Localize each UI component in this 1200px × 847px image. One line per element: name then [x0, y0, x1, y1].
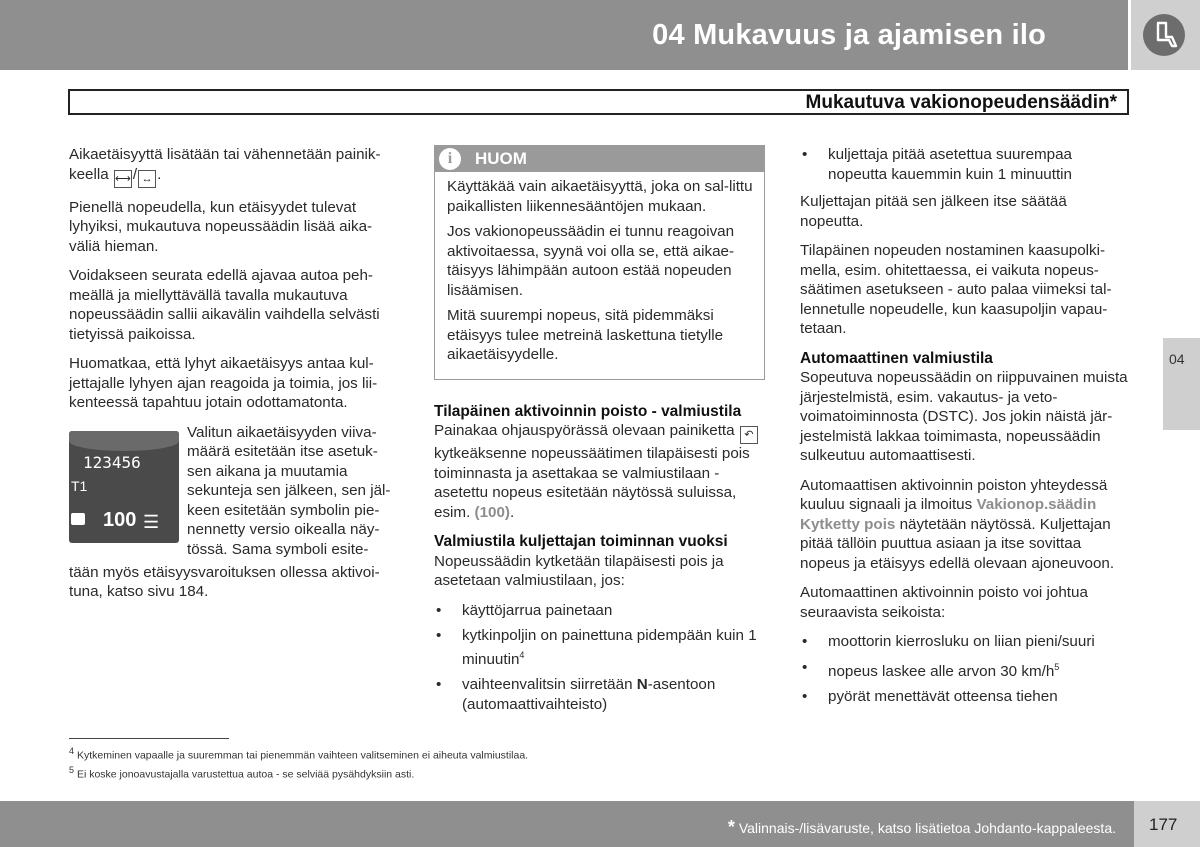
- footnote: [69, 763, 528, 782]
- bullet-list: [434, 601, 766, 715]
- seat-icon: [1143, 14, 1185, 56]
- footnotes: [69, 744, 528, 781]
- paragraph: Kuljettajan pitää sen jälkeen itse säätää nopeutta.: [800, 193, 1067, 230]
- text: Automaattisen aktivoinnin poiston yhteydessä kuuluu signaali ja ilmoitus: [800, 476, 1108, 513]
- note-paragraph: Jos vakionopeussäädin ei tunnu reagoivan aktivoitaessa, syynä voi olla se, että aikae-täisyys lähimpään autoon estää nopeuden lisäämisen.: [447, 223, 735, 299]
- list-item: • käyttöjarrua painetaan: [434, 601, 766, 621]
- section-title: Mukautuva vakionopeudensäädin*: [805, 92, 1117, 113]
- text: Aikaetäisyyttä lisätään tai vähennetään painik-keella: [69, 146, 381, 183]
- note-box: [434, 145, 765, 380]
- note-header: [435, 146, 764, 172]
- list-item: • kuljettaja pitää asetettua suurempaa nopeutta kauemmin kuin 1 minuuttin: [800, 145, 1132, 184]
- note-label: HUOM: [475, 149, 527, 168]
- set-speed-value: 100: [103, 508, 137, 531]
- text: vaihteenvalitsin siirretään: [462, 676, 633, 694]
- distance-decrease-icon: ↔: [138, 170, 156, 188]
- text: kytkinpoljin on painettuna pidempään kuin 1 minuutin: [462, 627, 757, 668]
- paragraph: tään myös etäisyysvaroituksen ollessa aktivoi-tuna, katso sivu 184.: [69, 563, 380, 600]
- list-item: [800, 658, 1132, 682]
- display-figure: [69, 423, 399, 600]
- chapter-icon-box: [1131, 0, 1200, 70]
- paragraph: Nopeussäädin kytketään tilapäisesti pois ja asetetaan valmiustilaan, jos:: [434, 552, 724, 589]
- asterisk: *: [727, 817, 735, 837]
- subheading: Tilapäinen aktivoinnin poisto - valmiustila: [434, 402, 742, 420]
- subheading: Automaattinen valmiustila: [800, 349, 993, 367]
- info-icon: i: [439, 148, 461, 170]
- footnote-ref: 5: [1054, 661, 1060, 672]
- distance-increase-icon: ⟷: [114, 170, 132, 188]
- chapter-tab: [1163, 338, 1200, 430]
- note-paragraph: Mitä suurempi nopeus, sitä pidemmäksi etäisyys tulee metreinä laskettuna tietylle aikaetäisyydelle.: [447, 307, 724, 363]
- text: .: [510, 503, 515, 521]
- footer-bar: [0, 801, 1134, 847]
- instrument-display-image: [69, 431, 179, 543]
- text: Painakaa ohjauspyörässä olevaan painiketta: [434, 422, 735, 439]
- footer-text: Valinnais-/lisävaruste, katso lisätietoa Johdanto-kappaleesta.: [738, 820, 1116, 836]
- bullet-list: [800, 145, 1132, 184]
- trip-label: T1: [71, 477, 88, 494]
- list-item: [434, 675, 766, 714]
- paragraph: Huomatkaa, että lyhyt aikaetäisyys antaa kul-jettajalle lyhyen ajan reagoida ja toimia, jos lii-kenteessä tapahtuu jotain odottamatonta.: [69, 355, 378, 411]
- text: -asentoon (automaattivaihteisto): [462, 676, 716, 713]
- section-header: [68, 89, 1129, 115]
- chapter-title: 04 Mukavuus ja ajamisen ilo: [652, 19, 1046, 51]
- paragraph: [800, 476, 1132, 574]
- paragraph: Tilapäinen nopeuden nostaminen kaasupolki-mella, esim. ohitettaessa, ei vaikuta nopeus-säätimen asetukseen - auto palaa viimeksi tal-lennetulle nopeudelle, kun kaasupoljin vapau-tetaan.: [800, 242, 1112, 337]
- display-message: Vakionop.säädin Kytketty pois: [800, 496, 1097, 533]
- footnote-num: 5: [69, 764, 75, 775]
- list-item: [434, 626, 766, 669]
- note-paragraph: Käyttäkää vain aikaetäisyyttä, joka on sal-littu paikallisten liikennesääntöjen mukaan.: [447, 178, 753, 215]
- paragraph: Pienellä nopeudella, kun etäisyydet tulevat lyhyiksi, mukautuva nopeussäädin lisää aika-väliä hieman.: [69, 198, 373, 255]
- subheading: Valmiustila kuljettajan toiminnan vuoksi: [434, 533, 728, 550]
- list-item: • pyörät menettävät otteensa tiehen: [800, 687, 1132, 707]
- footnote-divider: [69, 738, 229, 739]
- gear-position: N: [636, 676, 648, 694]
- column-2: [434, 145, 766, 722]
- display-bezel: [69, 431, 179, 451]
- text: näytetään näytössä. Kuljettajan pitää tällöin puuttua asiaan ja itse sovittaa nopeus ja etäisyys edellä olevaan ajoneuvoon.: [800, 515, 1115, 572]
- header-bar: [0, 0, 1128, 70]
- cruise-control-button-icon: ↶: [740, 426, 758, 444]
- distance-bars-icon: ☰: [143, 511, 160, 532]
- paragraph: Valitun aikaetäisyyden viiva-määrä esitetään itse asetuk-sen aikana ja muutamia sekunteja sen jälkeen, sen jäl-keen esitetään symbolin pie-nennetty versio oikealla näy-tössä. Sama symboli esite-: [187, 423, 391, 558]
- text: .: [157, 165, 162, 183]
- note-body: [435, 172, 764, 365]
- paragraph: [69, 145, 399, 188]
- footer-note: [728, 817, 1116, 838]
- paragraph: [434, 421, 766, 522]
- footnote: [69, 744, 528, 763]
- chapter-tab-label: 04: [1169, 351, 1185, 367]
- footnote-text: Ei koske jonoavustajalla varustettua autoa - se selviää pysähdyksiin asti.: [76, 768, 415, 780]
- text: kytkeäksenne nopeussäätimen tilapäisesti pois toiminnasta ja asettakaa se valmiustilaan - asetettu nopeus esitetään näytössä suluissa, esim.: [434, 445, 750, 521]
- column-1: [69, 145, 399, 600]
- paragraph: Automaattinen aktivoinnin poisto voi johtua seuraavista seikoista:: [800, 584, 1088, 621]
- text: nopeus laskee alle arvon 30 km/h: [828, 662, 1055, 680]
- page-number-box: [1134, 801, 1200, 847]
- odometer-value: 123456: [83, 452, 141, 472]
- car-icon: [71, 513, 85, 525]
- bullet-list: [800, 632, 1132, 707]
- column-3: [800, 145, 1132, 715]
- page-number: 177: [1149, 815, 1178, 834]
- footnote-num: 4: [69, 746, 75, 756]
- footnote-text: Kytkeminen vapaalle ja suuremman tai pienemmän vaihteen valitseminen ei aiheuta valmiustilaa.: [76, 749, 529, 762]
- text: /: [132, 165, 138, 183]
- paragraph: Sopeutuva nopeussäädin on riippuvainen muista järjestelmistä, esim. vakautus- ja veto-voimatoiminnosta (DSTC). Jos jokin näistä jär-jestelmistä lakkaa toimimasta, nopeussäädin sulkeutuu automaattisesti.: [800, 369, 1128, 464]
- footnote-ref: 4: [519, 649, 525, 660]
- list-item: • moottorin kierrosluku on liian pieni/suuri: [800, 632, 1132, 652]
- display-example: (100): [474, 503, 510, 521]
- paragraph: Voidakseen seurata edellä ajavaa autoa peh-meällä ja miellyttävällä tavalla mukautuva nopeussäädin sallii aikavälin vaihdella selvästi tietyissä paikoissa.: [69, 267, 380, 343]
